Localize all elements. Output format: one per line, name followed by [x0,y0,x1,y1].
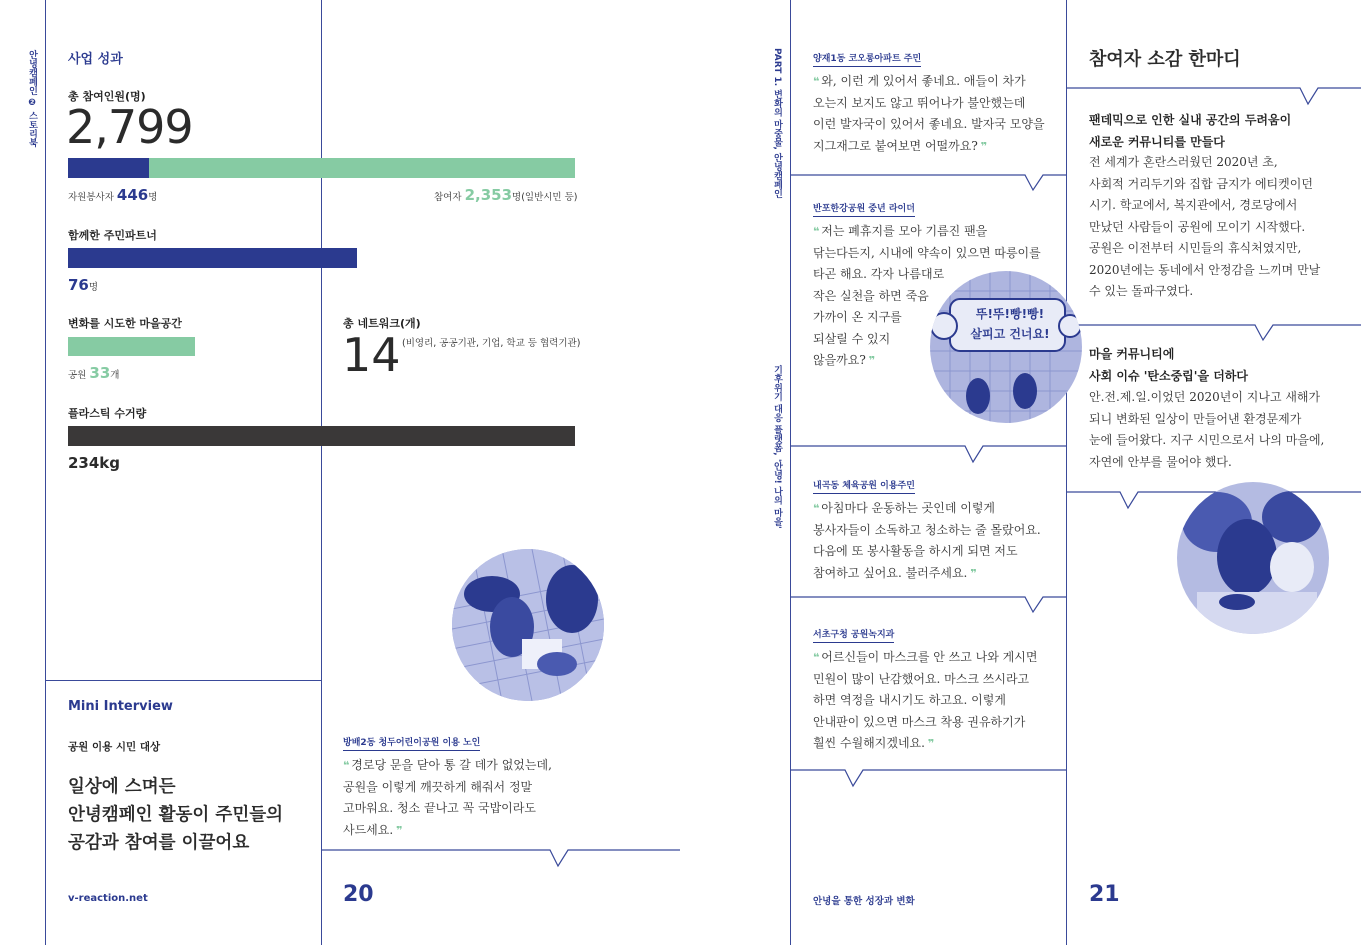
page-title: 참여자 소감 한마디 [1089,49,1241,70]
block1-title [1089,110,1291,153]
website-link[interactable]: v-reaction.net [68,893,148,904]
plastic-bar [68,426,575,446]
headline-line: 공감과 참여를 이끌어요 [68,833,250,853]
quote-line: 고마워요. 청소 끝나고 꼭 국밥이라도 [343,801,536,815]
spaces-bar [68,337,195,356]
quote-line: 봉사자들이 소독하고 청소하는 줄 몰랐어요. [813,522,1041,537]
quote-tag: 서초구청 공원녹지과 [813,630,894,643]
body-line: 수 있는 돌파구였다. [1089,284,1194,298]
citizen-suffix: 명(일반시민 등) [512,192,578,203]
quote-line: 작은 실천을 하면 죽음 [813,288,929,303]
partners-caption [68,276,98,294]
block1-body [1089,152,1320,303]
sign-text [960,304,1060,344]
volunteer-bar-segment [68,158,149,178]
spaces-label: 변화를 시도한 마을공간 [68,317,182,330]
total-label: 총 참여인원(명) [68,90,146,103]
volunteer-value: 446 [116,186,149,204]
body-line: 공원은 이전부터 시민들의 휴식처였지만, [1089,241,1302,255]
vertical-label: 안녕캠페인 ❷ 스토리북 [27,50,37,148]
block2-title-line: 마을 커뮤니티에 [1089,347,1175,361]
headline-line: 안녕캠페인 활동이 주민들의 [68,805,284,825]
network-note: (비영리, 공공기관, 기업, 학교 등 협력기관) [402,338,581,349]
partners-bar [68,248,357,268]
body-line: 사회적 거리두기와 집합 금지가 에티켓이던 [1089,176,1313,191]
body-line: 눈에 들어왔다. 지구 시민으로서 나의 마을에, [1089,433,1325,447]
quote-line: 와, 이런 게 있어서 좋네요. 애들이 차가 [821,74,1026,88]
quote-block [813,622,1037,755]
open-quote-icon: ❝ [813,651,822,664]
quote-line: 닦는다든지, 시내에 약속이 있으면 따릉이를 [813,245,1041,260]
interview-headline [68,773,283,857]
quote-body [813,498,1041,584]
quote-line: 오는지 보지도 않고 뛰어나가 불안했는데 [813,95,1026,110]
quote-line: 다음에 또 봉사활동을 하시게 되면 저도 [813,544,1018,558]
quote-line: 어르신들이 마스크를 안 쓰고 나와 게시면 [821,650,1038,664]
volunteers-crouching-art [1177,482,1329,634]
close-quote-icon: ❞ [393,823,402,837]
block2-body [1089,387,1324,473]
close-quote-icon: ❞ [977,139,987,153]
vertical-platform-label: 기후위기 대응 플랫폼, '안녕! 나의 마을' [772,365,782,529]
citizen-value: 2,353 [464,186,513,204]
body-line: 자연에 안부를 물어야 했다. [1089,454,1232,469]
partners-label: 함께한 주민파트너 [68,229,157,242]
quote-tag: 양재1동 코오롱아파트 주민 [813,54,921,67]
section-title: 사업 성과 [68,52,123,67]
quote-line: 민원이 많이 난감했어요. 마스크 쓰시라고 [813,671,1030,686]
volunteer-caption [68,186,157,204]
quote-tag: 방배2동 청두어린이공원 이용 노인 [343,738,480,751]
block2-title [1089,344,1248,387]
open-quote-icon: ❝ [813,225,822,238]
quote-line: 않을까요? [813,353,866,367]
crosswalk-sign-art [930,271,1082,423]
quote-tag: 내곡동 체육공원 이용주민 [813,481,915,494]
page-number: 20 [343,882,374,907]
interview-target: 공원 이용 시민 대상 [68,741,161,753]
quote-line: 하면 역정을 내시기도 하고요. 이렇게 [813,693,1006,707]
block2-title-line: 사회 이슈 '탄소중립'을 더하다 [1089,368,1248,383]
vertical-part-label: PART 1. 변화의 마중물, 안녕캠페인 [772,48,782,199]
quote-line: 훨씬 수월해지겠네요. [813,736,925,750]
quote-line: 아침마다 운동하는 곳인데 이렇게 [821,501,996,515]
body-line: 전 세계가 혼란스러웠던 2020년 초, [1089,155,1278,169]
quote-body [813,71,1045,157]
spaces-value: 33 [89,364,111,382]
volunteers-crouching-photo [1177,482,1329,634]
quote-line: 지그재그로 붙여보면 어떨까요? [813,138,978,153]
close-quote-icon: ❞ [967,566,976,580]
quote-line: 이런 발자국이 있어서 좋네요. 발자국 모양을 [813,117,1045,131]
plastic-label: 플라스틱 수거량 [68,407,147,420]
headline-line: 일상에 스며든 [68,777,176,797]
open-quote-icon: ❝ [813,75,822,88]
quote-block [813,473,1041,584]
sign-line: 살피고 건너요! [970,327,1050,341]
volunteers-photo-art [452,549,604,701]
total-value: 2,799 [66,100,193,154]
quote-body [813,647,1037,755]
volunteers-photo [452,549,604,701]
plastic-value: 234kg [68,454,121,472]
quote-tag: 반포한강공원 중년 라이더 [813,204,915,217]
sign-line: 뚜!뚜!빵!빵! [975,307,1045,321]
citizen-caption [434,186,578,204]
quote-line: 참여하고 싶어요. 불러주세요. [813,565,968,580]
quote-line: 공원을 이렇게 깨끗하게 해줘서 정말 [343,779,533,794]
open-quote-icon: ❝ [343,759,352,772]
body-line: 만났던 사람들이 공원에 모이기 시작했다. [1089,219,1306,234]
quote-block [343,730,552,841]
partners-unit: 명 [88,282,99,293]
body-line: 시기. 학교에서, 복지관에서, 경로당에서 [1089,198,1298,212]
quote-line: 되살릴 수 있지 [813,331,891,346]
crosswalk-sign-photo [930,271,1082,423]
spaces-unit: 개 [110,370,120,381]
quote-line: 가까이 온 지구를 [813,310,902,324]
block1-title-line: 팬데믹으로 인한 실내 공간의 두려움이 [1089,113,1292,127]
block1-title-line: 새로운 커뮤니티를 만들다 [1089,134,1225,149]
body-line: 되니 변화된 일상이 만들어낸 환경문제가 [1089,411,1302,426]
citizen-prefix: 참여자 [434,192,462,203]
participants-bar [68,158,575,178]
quote-line: 경로당 문을 닫아 통 갈 데가 없었는데, [351,758,552,772]
volunteer-prefix: 자원봉사자 [68,192,114,203]
body-line: 안.전.제.일.이었던 2020년이 지나고 새해가 [1089,390,1321,404]
partners-value: 76 [68,276,89,294]
quote-line: 사드세요. [343,822,394,837]
body-line: 2020년에는 동네에서 안정감을 느끼며 만날 [1089,262,1321,277]
page-number: 21 [1089,882,1120,907]
network-label: 총 네트워크(개) [343,317,421,330]
spaces-prefix: 공원 [68,370,87,381]
close-quote-icon: ❞ [924,737,934,750]
quote-line: 저는 폐휴지를 모아 기름진 팬을 [821,224,988,238]
network-value: 14 [342,328,401,382]
close-quote-icon: ❞ [865,354,875,367]
quote-block [813,46,1045,157]
spaces-caption [68,364,119,382]
quote-line: 타곤 해요. 각자 나름대로 [813,267,945,281]
quote-body [343,755,552,841]
quote-line: 안내판이 있으면 마스크 착용 권유하기가 [813,714,1026,729]
footer-caption: 안녕을 통한 성장과 변화 [813,896,915,907]
volunteer-unit: 명 [148,192,158,203]
open-quote-icon: ❝ [813,502,822,515]
mini-interview-heading: Mini Interview [68,699,173,714]
